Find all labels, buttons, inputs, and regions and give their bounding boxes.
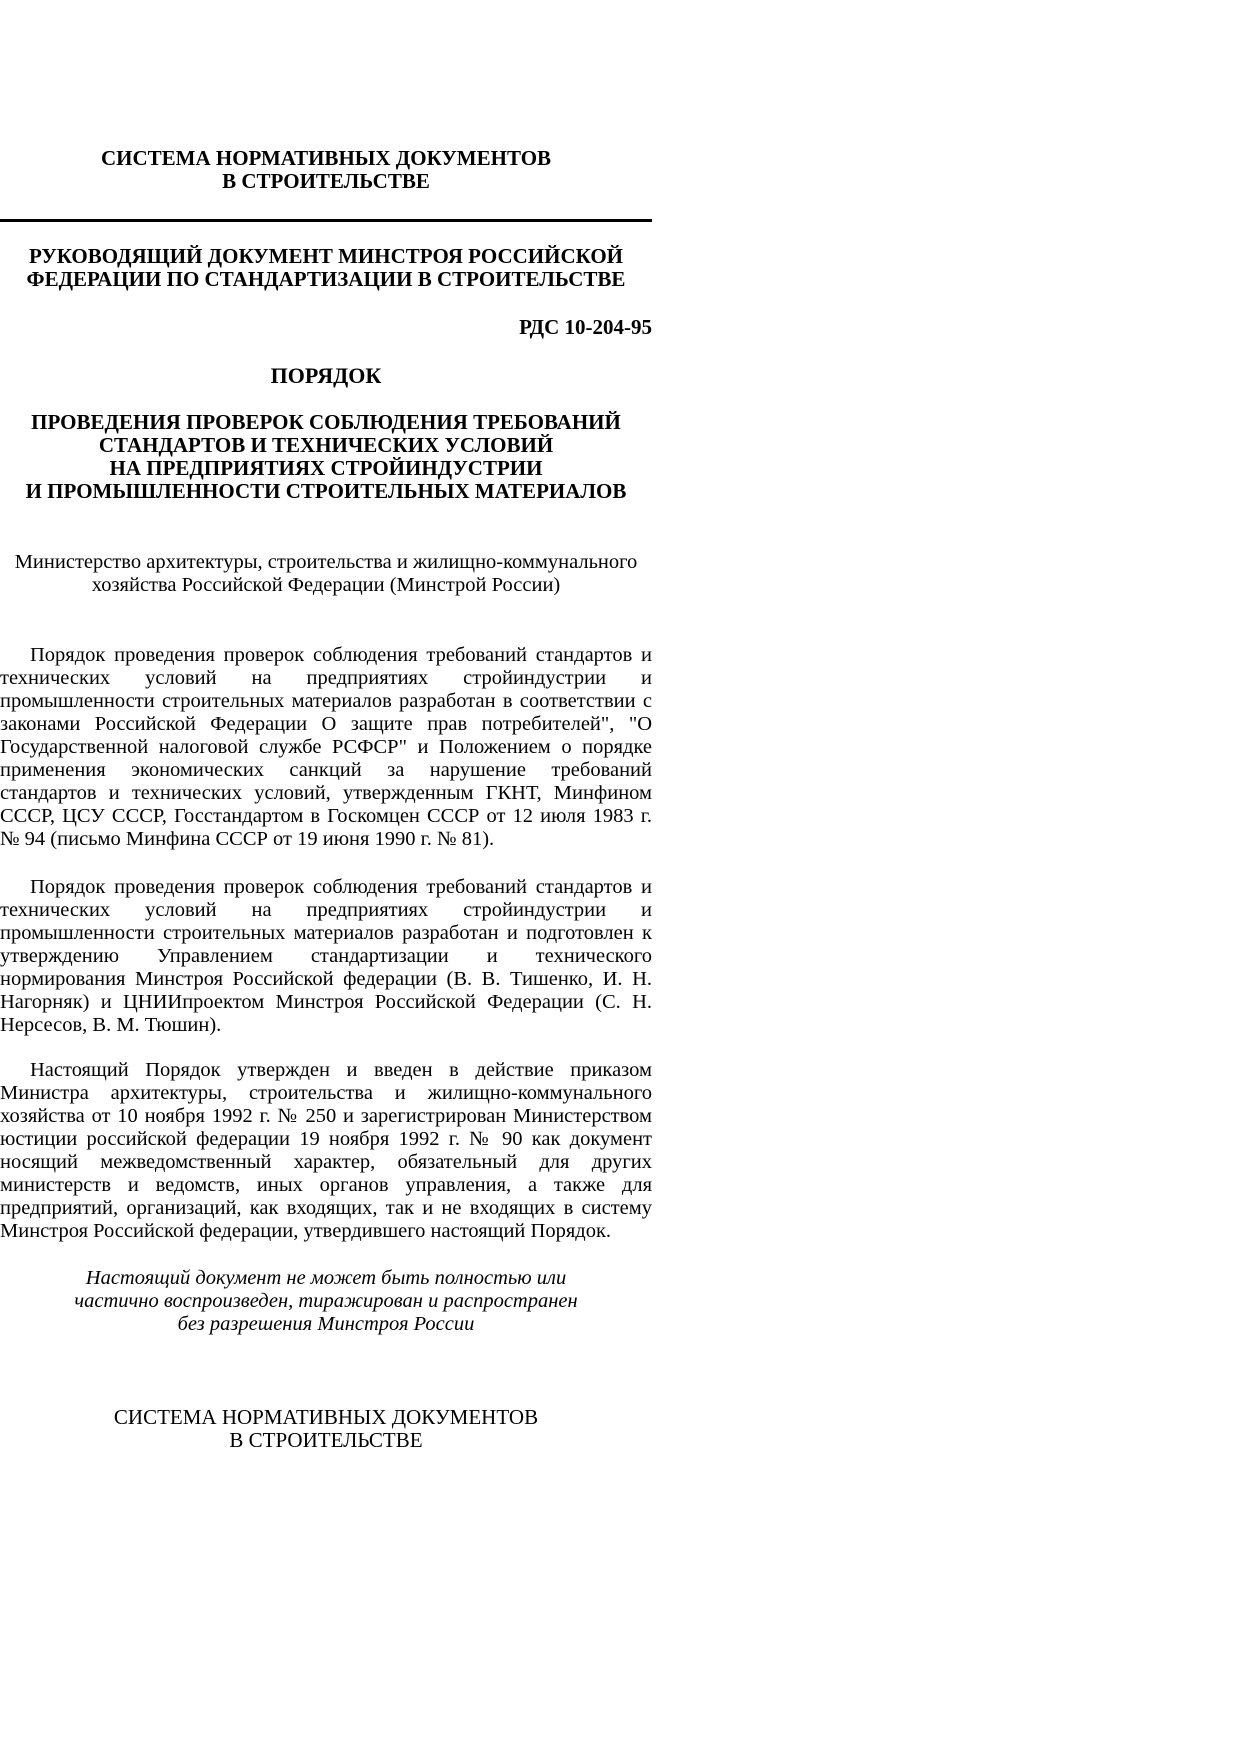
document-title-line: СТАНДАРТОВ И ТЕХНИЧЕСКИХ УСЛОВИЙ: [98, 433, 554, 457]
issuing-ministry: [0, 551, 652, 597]
paragraph-line: Нагорняк) и ЦНИИпроектом Минстроя Российской Федерации (С. Н.: [0, 991, 652, 1013]
paragraph-line: Нерсесов, В. М. Тюшин).: [0, 1014, 222, 1036]
paragraph-line: стандартов и технических условий, утвержденным ГКНТ, Минфином: [0, 782, 652, 804]
ministry-line: Министерство архитектуры, строительства и жилищно-коммунального: [14, 551, 638, 573]
footer-series-line: В СТРОИТЕЛЬСТВЕ: [229, 1428, 423, 1452]
header-divider: [0, 219, 652, 222]
paragraph-line: Минстроя Российской федерации, утвердившего настоящий Порядок.: [0, 1220, 612, 1242]
series-title-line: В СТРОИТЕЛЬСТВЕ: [222, 169, 430, 193]
paragraph-line: Порядок проведения проверок соблюдения требований стандартов и: [30, 876, 652, 898]
paragraph-line: утверждению Управлением стандартизации и технического: [0, 945, 652, 967]
copyright-notice: [0, 1267, 652, 1336]
document-title-line: НА ПРЕДПРИЯТИЯХ СТРОЙИНДУСТРИИ: [109, 456, 543, 480]
series-title-line: СИСТЕМА НОРМАТИВНЫХ ДОКУМЕНТОВ: [100, 146, 552, 170]
footer-series-line: СИСТЕМА НОРМАТИВНЫХ ДОКУМЕНТОВ: [113, 1405, 539, 1429]
paragraph-line: министерств и ведомств, иных органов управления, а также для: [0, 1174, 652, 1196]
document-title-line: ПРОВЕДЕНИЯ ПРОВЕРОК СОБЛЮДЕНИЯ ТРЕБОВАНИЙ: [31, 410, 621, 434]
paragraph-line: носящий межведомственный характер, обязательный для других: [0, 1151, 652, 1173]
series-title: [0, 147, 652, 193]
paragraph-line: предприятий, организаций, как входящих, так и не входящих в систему: [0, 1197, 652, 1219]
paragraph-line: промышленности строительных материалов разработан и подготовлен к: [0, 922, 652, 944]
notice-line: Настоящий документ не может быть полностью или: [85, 1267, 567, 1289]
paragraph-line: СССР, ЦСУ СССР, Госстандартом в Госкомцен СССР от 12 июля 1983 г.: [0, 805, 652, 827]
paragraph-line: Государственной налоговой службе РСФСР" и Положением о порядке: [0, 736, 652, 758]
paragraph-line: промышленности строительных материалов разработан в соответствии с: [0, 690, 652, 712]
paragraph-line: № 94 (письмо Минфина СССР от 19 июня 1990 г. № 81).: [0, 828, 495, 850]
paragraph-line: технических условий на предприятиях стройиндустрии и: [0, 899, 652, 921]
document-title-line: И ПРОМЫШЛЕННОСТИ СТРОИТЕЛЬНЫХ МАТЕРИАЛОВ: [25, 479, 627, 503]
ministry-line: хозяйства Российской Федерации (Минстрой России): [91, 574, 561, 596]
paragraph-line: технических условий на предприятиях стройиндустрии и: [0, 667, 652, 689]
document-type-line: РУКОВОДЯЩИЙ ДОКУМЕНТ МИНСТРОЯ РОССИЙСКОЙ: [29, 244, 623, 268]
paragraph-authors: [0, 876, 652, 1037]
paragraph-line: юстиции российской федерации 19 ноября 1992 г. № 90 как документ: [0, 1128, 652, 1150]
notice-line: без разрешения Минстроя России: [177, 1313, 475, 1335]
paragraph-basis: [0, 644, 652, 851]
paragraph-line: Настоящий Порядок утвержден и введен в действие приказом: [30, 1059, 652, 1081]
document-code: РДС 10-204-95: [519, 315, 652, 339]
notice-line: частично воспроизведен, тиражирован и распространен: [74, 1290, 578, 1312]
document-title: [0, 411, 652, 503]
footer-series-title: [0, 1406, 652, 1452]
paragraph-line: применения экономических санкций за нарушение требований: [0, 759, 652, 781]
paragraph-line: Министра архитектуры, строительства и жилищно-коммунального: [0, 1082, 652, 1104]
document-title-word: ПОРЯДОК: [270, 363, 382, 388]
paragraph-line: хозяйства от 10 ноября 1992 г. № 250 и зарегистрирован Министерством: [0, 1105, 652, 1127]
paragraph-line: законами Российской Федерации О защите прав потребителей", "О: [0, 713, 652, 735]
paragraph-line: нормирования Минстроя Российской федерации (В. В. Тишенко, И. Н.: [0, 968, 652, 990]
document-type: [0, 245, 652, 291]
document-type-line: ФЕДЕРАЦИИ ПО СТАНДАРТИЗАЦИИ В СТРОИТЕЛЬСТВЕ: [26, 267, 626, 291]
paragraph-approval: [0, 1059, 652, 1243]
paragraph-line: Порядок проведения проверок соблюдения требований стандартов и: [30, 644, 652, 666]
